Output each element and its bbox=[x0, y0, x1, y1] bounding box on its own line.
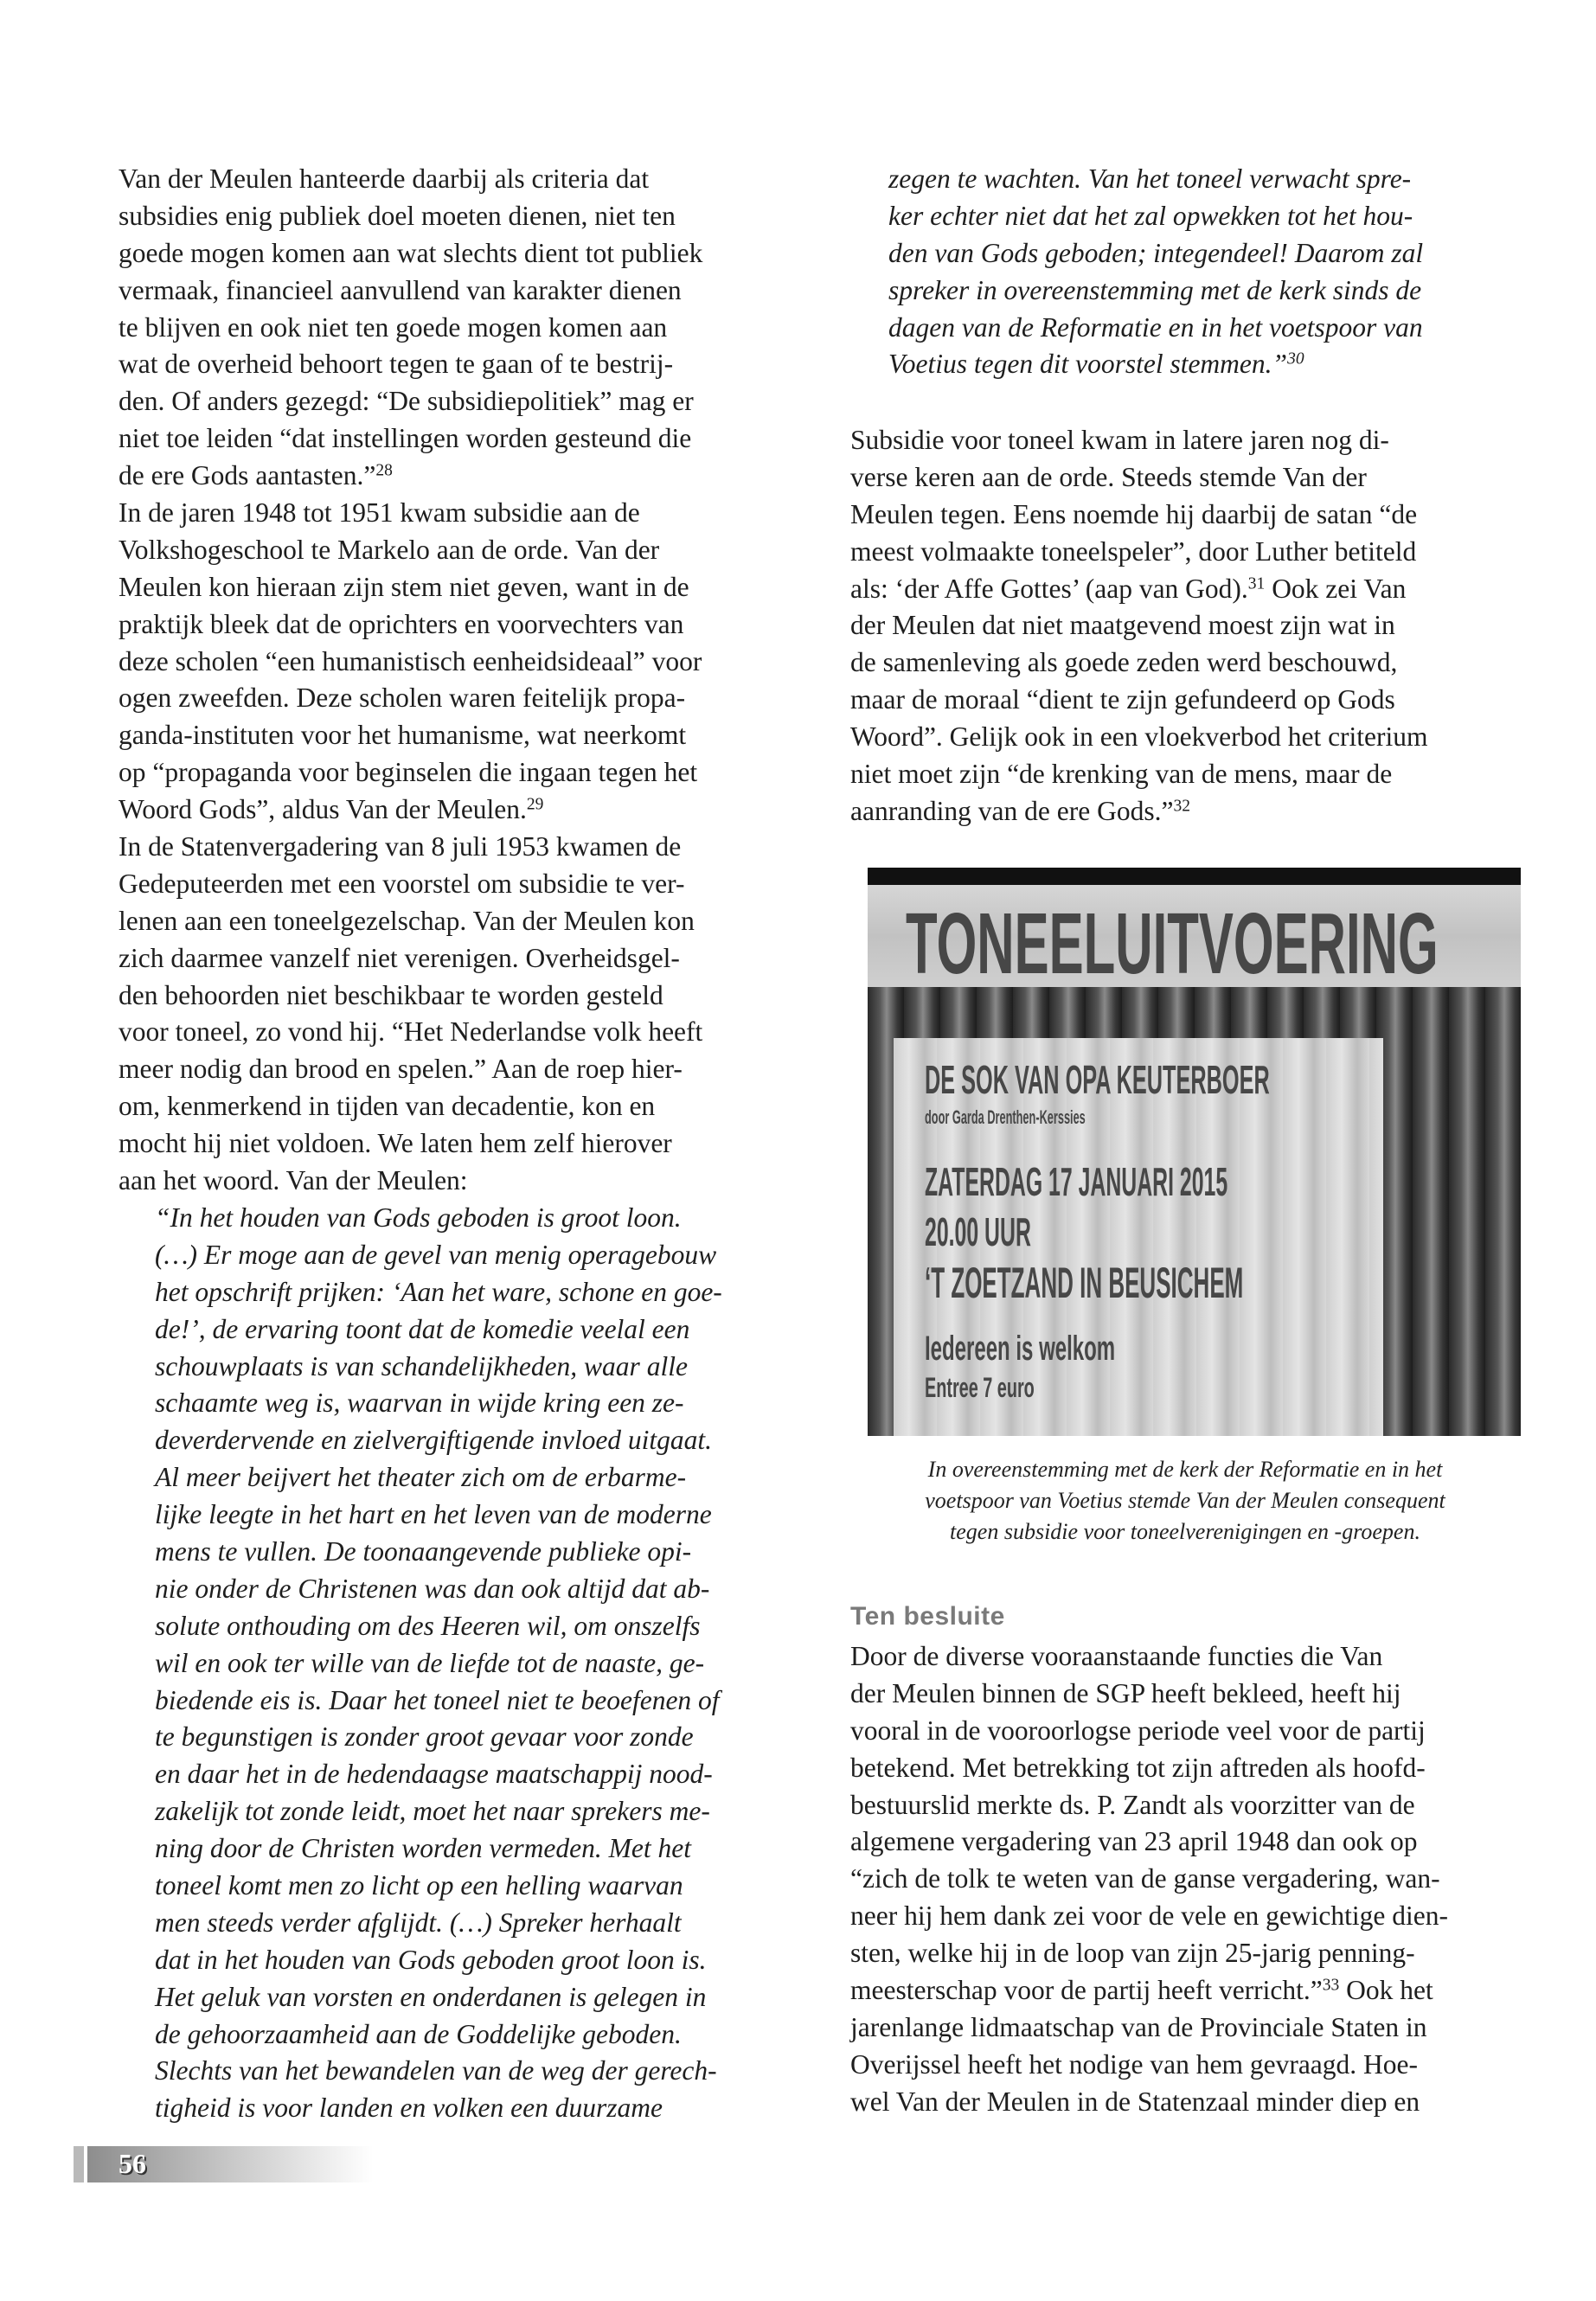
image-caption bbox=[850, 1454, 1520, 1548]
page-bar-stub bbox=[74, 2146, 84, 2182]
text-line: deze scholen “een humanistisch eenheidsideaal” voor bbox=[119, 645, 702, 676]
section-heading: Ten besluite bbox=[850, 1602, 1005, 1631]
text-line: verse keren aan de orde. Steeds stemde Van der bbox=[850, 461, 1367, 492]
text-line: ganda-instituten voor het humanisme, wat neerkomt bbox=[119, 720, 687, 751]
right-column-paragraph bbox=[850, 422, 1520, 830]
text-line bbox=[119, 458, 787, 495]
text-line: Gedeputeerden met een voorstel om subsidie te ver- bbox=[119, 868, 685, 899]
line-text: Woord Gods”, aldus Van der Meulen. bbox=[119, 794, 527, 825]
text-line: toneel komt men zo licht op een helling waarvan bbox=[155, 1870, 683, 1901]
footnote-reference[interactable]: 29 bbox=[526, 795, 544, 814]
text-line: Overijssel heeft het nodige van hem gevraagd. Hoe- bbox=[850, 2048, 1419, 2080]
text-line: mens te vullen. De toonaangevende publieke opi- bbox=[155, 1536, 692, 1567]
footnote-reference[interactable]: 31 bbox=[1247, 574, 1266, 593]
text-line: spreker in overeenstemming met de kerk sinds de bbox=[888, 274, 1422, 305]
text-line: vooral in de vooroorlogse periode veel voor de partij bbox=[850, 1715, 1426, 1746]
footnote-reference[interactable]: 28 bbox=[375, 461, 393, 480]
poster-venue: ‘T ZOETZAND IN BEUSICHEM bbox=[925, 1259, 1244, 1307]
text-line: te blijven en ook niet ten goede mogen komen aan bbox=[119, 311, 668, 343]
caption-line: tegen subsidie voor toneelverenigingen en -groepen. bbox=[950, 1519, 1420, 1544]
text-line: der Meulen binnen de SGP heeft bekleed, heeft hij bbox=[850, 1677, 1401, 1708]
text-line: Meulen kon hieraan zijn stem niet geven, want in de bbox=[119, 571, 689, 602]
text-line: de!’, de ervaring toont dat de komedie veelal een bbox=[155, 1313, 690, 1344]
text-line: Al meer beijvert het theater zich om de erbarme- bbox=[155, 1462, 687, 1493]
line-text: Ook het bbox=[1339, 1975, 1433, 2006]
line-text: Voetius tegen dit voorstel stemmen.” bbox=[888, 349, 1288, 380]
text-line: sten, welke hij in de loop van zijn 25-jarig penning- bbox=[850, 1938, 1415, 1969]
text-line: “In het houden van Gods geboden is groot loon. bbox=[155, 1202, 682, 1233]
text-line: zegen te wachten. Van het toneel verwacht spre- bbox=[888, 163, 1412, 194]
text-line: In de jaren 1948 tot 1951 kwam subsidie aan de bbox=[119, 497, 640, 529]
caption-line: voetspoor van Voetius stemde Van der Meulen consequent bbox=[925, 1488, 1445, 1513]
text-line: lijke leegte in het hart en het leven van de moderne bbox=[155, 1499, 712, 1530]
text-line bbox=[888, 346, 1520, 383]
text-line: algemene vergadering van 23 april 1948 dan ook op bbox=[850, 1826, 1418, 1857]
text-line: In de Statenvergadering van 8 juli 1953 kwamen de bbox=[119, 831, 682, 862]
text-line: jarenlange lidmaatschap van de Provinciale Staten in bbox=[850, 2011, 1427, 2042]
text-line: lenen aan een toneelgezelschap. Van der Meulen kon bbox=[119, 905, 695, 936]
text-line: op “propaganda voor beginselen die ingaan tegen het bbox=[119, 757, 698, 788]
line-text: aan het woord. Van der Meulen: bbox=[119, 1165, 468, 1196]
text-line: schaamte weg is, waarvan in wijde kring een ze- bbox=[155, 1388, 684, 1419]
caption-line: In overeenstemming met de kerk der Reformatie en in het bbox=[927, 1457, 1443, 1482]
page-number-bar bbox=[74, 2146, 372, 2182]
text-line: ogen zweefden. Deze scholen waren feitelijk propa- bbox=[119, 683, 686, 714]
text-line: de gehoorzaamheid aan de Goddelijke geboden. bbox=[155, 2018, 682, 2049]
poster-time: 20.00 UUR bbox=[925, 1209, 1031, 1254]
text-line: goede mogen komen aan wat slechts dient tot publiek bbox=[119, 237, 703, 268]
right-column-quote bbox=[888, 161, 1520, 383]
text-line: biedende eis is. Daar het toneel niet te beoefenen of bbox=[155, 1684, 720, 1715]
text-line: vermaak, financieel aanvullend van karakter dienen bbox=[119, 274, 682, 305]
text-line: “zich de tolk te weten van de ganse vergadering, wan- bbox=[850, 1863, 1440, 1894]
left-column-quote bbox=[155, 1200, 787, 2127]
line-text: Ook zei Van bbox=[1265, 573, 1407, 604]
text-line: subsidies enig publiek doel moeten dienen, niet ten bbox=[119, 200, 676, 231]
text-line: (…) Er moge aan de gevel van menig operagebouw bbox=[155, 1239, 717, 1270]
text-line: den. Of anders gezegd: “De subsidiepolitiek” mag er bbox=[119, 386, 694, 417]
text-line: Volkshogeschool te Markelo aan de orde. Van der bbox=[119, 534, 660, 565]
text-line bbox=[850, 1972, 1520, 2009]
text-line: der Meulen dat niet maatgevend moest zijn wat in bbox=[850, 610, 1395, 641]
text-line: ker echter niet dat het zal opwekken tot het hou- bbox=[888, 200, 1413, 231]
text-line: wel Van der Meulen in de Statenzaal minder diep en bbox=[850, 2086, 1420, 2117]
text-line: dat in het houden van Gods geboden groot loon is. bbox=[155, 1944, 707, 1975]
text-line: niet toe leiden “dat instellingen worden gesteund die bbox=[119, 423, 692, 454]
text-line: schouwplaats is van schandelijkheden, waar alle bbox=[155, 1350, 688, 1381]
text-line: voor toneel, zo vond hij. “Het Nederlandse volk heeft bbox=[119, 1016, 703, 1048]
text-line bbox=[119, 1163, 787, 1200]
text-line: niet moet zijn “de krenking van de mens, maar de bbox=[850, 759, 1393, 790]
text-line: en daar het in de hedendaagse maatschappij nood- bbox=[155, 1759, 713, 1790]
text-line: maar de moraal “dient te zijn gefundeerd op Gods bbox=[850, 684, 1395, 715]
page-number: 56 bbox=[119, 2148, 146, 2179]
text-line: mocht hij niet voldoen. We laten hem zelf hierover bbox=[119, 1128, 672, 1159]
left-column-body bbox=[119, 161, 787, 1200]
footnote-reference[interactable]: 33 bbox=[1322, 1976, 1340, 1995]
text-line: bestuurslid merkte ds. P. Zandt als voorzitter van de bbox=[850, 1789, 1415, 1820]
line-text: de ere Gods aantasten.” bbox=[119, 460, 376, 491]
text-line: te begunstigen is zonder groot gevaar voor zonde bbox=[155, 1721, 694, 1753]
text-line: neer hij hem dank zei voor de vele en gewichtige dien- bbox=[850, 1900, 1448, 1932]
text-line: nie onder de Christenen was dan ook altijd dat ab- bbox=[155, 1573, 710, 1604]
poster-play-title: DE SOK VAN OPA KEUTERBOER bbox=[925, 1057, 1270, 1102]
text-line: betekend. Met betrekking tot zijn aftreden als hoofd- bbox=[850, 1752, 1426, 1783]
poster-author: door Garda Drenthen-Kerssies bbox=[925, 1106, 1086, 1128]
text-line: meer nodig dan brood en spelen.” Aan de roep hier- bbox=[119, 1054, 683, 1085]
text-line: wat de overheid behoort tegen te gaan of te bestrij- bbox=[119, 349, 674, 380]
footnote-reference[interactable]: 30 bbox=[1287, 349, 1304, 369]
text-line: het opschrift prijken: ‘Aan het ware, schone en goe- bbox=[155, 1276, 722, 1307]
line-text: aanranding van de ere Gods.” bbox=[850, 795, 1174, 826]
text-line: meest volmaakte toneelspeler”, door Luther betiteld bbox=[850, 535, 1417, 567]
text-line: tigheid is voor landen en volken een duurzame bbox=[155, 2093, 663, 2124]
line-text: als: ‘der Affe Gottes’ (aap van God). bbox=[850, 573, 1248, 604]
poster-date: ZATERDAG 17 JANUARI 2015 bbox=[925, 1159, 1228, 1204]
text-line bbox=[850, 793, 1520, 830]
line-text: meesterschap voor de partij heeft verricht.” bbox=[850, 1975, 1323, 2006]
text-line: om, kenmerkend in tijden van decadentie, kon en bbox=[119, 1091, 656, 1122]
text-line: Subsidie voor toneel kwam in latere jaren nog di- bbox=[850, 425, 1389, 455]
text-line: dagen van de Reformatie en in het voetspoor van bbox=[888, 311, 1423, 343]
theatre-poster-image bbox=[868, 868, 1521, 1436]
right-column-closing-paragraph bbox=[850, 1638, 1520, 2121]
text-line: wil en ook ter wille van de liefde tot de naaste, ge- bbox=[155, 1647, 705, 1678]
text-line: solute onthouding om des Heeren wil, om onszelfs bbox=[155, 1610, 701, 1641]
footnote-reference[interactable]: 32 bbox=[1173, 797, 1190, 816]
text-line: deverdervende en zielvergiftigende invloed uitgaat. bbox=[155, 1425, 713, 1456]
text-line: ning door de Christen worden vermeden. Met het bbox=[155, 1833, 691, 1864]
text-line: Het geluk van vorsten en onderdanen is gelegen in bbox=[155, 1981, 707, 2012]
text-line: Slechts van het bewandelen van de weg der gerech- bbox=[155, 2055, 717, 2086]
text-line: men steeds verder afglijdt. (…) Spreker herhaalt bbox=[155, 1907, 682, 1938]
text-line: Meulen tegen. Eens noemde hij daarbij de satan “de bbox=[850, 498, 1418, 529]
poster-entry: Entree 7 euro bbox=[925, 1372, 1035, 1403]
text-line: zich daarmee vanzelf niet verenigen. Overheidsgel- bbox=[119, 942, 680, 973]
poster-title: TONEELUITVOERING bbox=[906, 895, 1439, 992]
text-line bbox=[119, 792, 787, 829]
poster-top-strip bbox=[868, 868, 1521, 885]
text-line: zakelijk tot zonde leidt, moet het naar sprekers me- bbox=[155, 1796, 710, 1827]
poster-welcome: Iedereen is welkom bbox=[925, 1330, 1116, 1368]
text-line: praktijk bleek dat de oprichters en voorvechters van bbox=[119, 608, 684, 639]
text-line: Door de diverse vooraanstaande functies die Van bbox=[850, 1641, 1383, 1671]
text-line: den behoorden niet beschikbaar te worden gesteld bbox=[119, 979, 663, 1010]
text-line bbox=[850, 571, 1520, 608]
text-line: den van Gods geboden; integendeel! Daarom zal bbox=[888, 237, 1424, 268]
text-line: Woord”. Gelijk ook in een vloekverbod het criterium bbox=[850, 721, 1428, 753]
text-line: Van der Meulen hanteerde daarbij als criteria dat bbox=[119, 163, 650, 194]
text-line: de samenleving als goede zeden werd beschouwd, bbox=[850, 647, 1398, 678]
